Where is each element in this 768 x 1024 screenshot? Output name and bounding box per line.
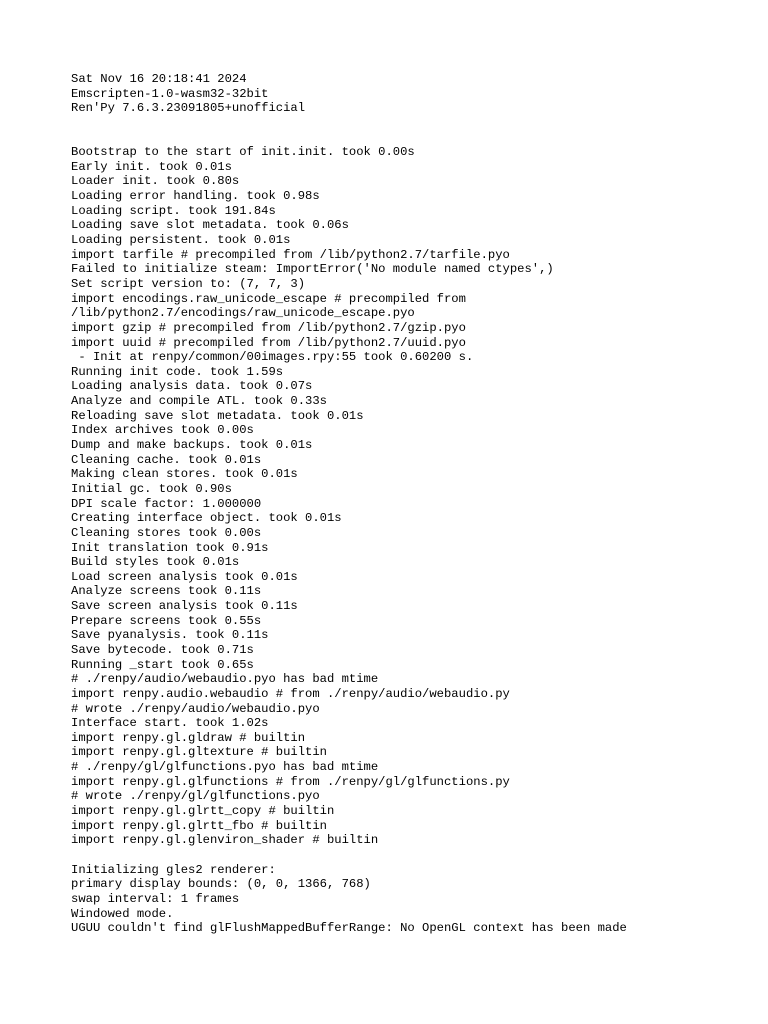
log-line: import renpy.gl.glrtt_copy # builtin bbox=[71, 804, 335, 819]
log-line: Save bytecode. took 0.71s bbox=[71, 642, 254, 657]
log-line: import uuid # precompiled from /lib/python2.7/uuid.pyo bbox=[71, 335, 466, 350]
log-line: import renpy.gl.gltexture # builtin bbox=[71, 745, 327, 760]
log-line: import renpy.gl.glenviron_shader # builtin bbox=[71, 833, 379, 848]
log-line: Ren'Py 7.6.3.23091805+unofficial bbox=[71, 101, 306, 116]
log-line: Prepare screens took 0.55s bbox=[71, 613, 262, 628]
log-line: swap interval: 1 frames bbox=[71, 891, 240, 906]
log-line: - Init at renpy/common/00images.rpy:55 took 0.60200 s. bbox=[71, 350, 474, 365]
log-line: Loading analysis data. took 0.07s bbox=[71, 379, 313, 394]
log-line: Load screen analysis took 0.01s bbox=[71, 569, 298, 584]
log-line: Sat Nov 16 20:18:41 2024 bbox=[71, 72, 247, 86]
log-line: /lib/python2.7/encodings/raw_unicode_escape.pyo bbox=[71, 306, 415, 321]
log-line: Index archives took 0.00s bbox=[71, 423, 254, 438]
log-line: Reloading save slot metadata. took 0.01s bbox=[71, 408, 364, 423]
log-line: Loading save slot metadata. took 0.06s bbox=[71, 218, 349, 233]
log-line: import tarfile # precompiled from /lib/python2.7/tarfile.pyo bbox=[71, 247, 510, 262]
log-output bbox=[71, 72, 761, 936]
log-line: Interface start. took 1.02s bbox=[71, 716, 269, 731]
log-line: Windowed mode. bbox=[71, 906, 174, 921]
log-line: # ./renpy/gl/glfunctions.pyo has bad mtime bbox=[71, 760, 379, 775]
log-line: # ./renpy/audio/webaudio.pyo has bad mtime bbox=[71, 672, 379, 687]
log-line: Loading script. took 191.84s bbox=[71, 203, 276, 218]
log-line: Initial gc. took 0.90s bbox=[71, 481, 232, 496]
log-line: Cleaning stores took 0.00s bbox=[71, 525, 262, 540]
log-line: Initializing gles2 renderer: bbox=[71, 862, 276, 877]
log-line: DPI scale factor: 1.000000 bbox=[71, 496, 262, 511]
log-line: Analyze and compile ATL. took 0.33s bbox=[71, 394, 327, 409]
log-line: Early init. took 0.01s bbox=[71, 159, 232, 174]
log-line: Save pyanalysis. took 0.11s bbox=[71, 628, 269, 643]
log-line: Loading persistent. took 0.01s bbox=[71, 233, 291, 248]
log-line: Cleaning cache. took 0.01s bbox=[71, 452, 262, 467]
log-line: Analyze screens took 0.11s bbox=[71, 584, 262, 599]
log-line: primary display bounds: (0, 0, 1366, 768) bbox=[71, 877, 371, 892]
log-line: Loader init. took 0.80s bbox=[71, 174, 240, 189]
log-line: # wrote ./renpy/gl/glfunctions.pyo bbox=[71, 789, 320, 804]
log-line: import renpy.gl.glfunctions # from ./renpy/gl/glfunctions.py bbox=[71, 774, 510, 789]
log-line: import renpy.gl.glrtt_fbo # builtin bbox=[71, 818, 327, 833]
log-line: # wrote ./renpy/audio/webaudio.pyo bbox=[71, 701, 320, 716]
log-line: Emscripten-1.0-wasm32-32bit bbox=[71, 86, 269, 101]
log-blank-line bbox=[71, 848, 761, 863]
log-line: import encodings.raw_unicode_escape # precompiled from bbox=[71, 291, 466, 306]
log-line: Failed to initialize steam: ImportError('No module named ctypes',) bbox=[71, 262, 554, 277]
log-line: import renpy.audio.webaudio # from ./renpy/audio/webaudio.py bbox=[71, 686, 510, 701]
log-line: import renpy.gl.gldraw # builtin bbox=[71, 730, 306, 745]
log-line: Init translation took 0.91s bbox=[71, 540, 269, 555]
log-line: Bootstrap to the start of init.init. took 0.00s bbox=[71, 145, 415, 160]
log-blank-line bbox=[71, 131, 761, 146]
log-line: Dump and make backups. took 0.01s bbox=[71, 438, 313, 453]
log-line: Set script version to: (7, 7, 3) bbox=[71, 276, 306, 291]
log-line: Save screen analysis took 0.11s bbox=[71, 599, 298, 614]
log-line: Creating interface object. took 0.01s bbox=[71, 511, 342, 526]
log-line: import gzip # precompiled from /lib/python2.7/gzip.pyo bbox=[71, 320, 466, 335]
log-line: Running init code. took 1.59s bbox=[71, 364, 284, 379]
log-line: Making clean stores. took 0.01s bbox=[71, 467, 298, 482]
log-blank-line bbox=[71, 116, 761, 131]
log-line: UGUU couldn't find glFlushMappedBufferRange: No OpenGL context has been made bbox=[71, 921, 627, 936]
log-line: Running _start took 0.65s bbox=[71, 657, 254, 672]
log-line: Loading error handling. took 0.98s bbox=[71, 189, 320, 204]
log-line: Build styles took 0.01s bbox=[71, 555, 240, 570]
